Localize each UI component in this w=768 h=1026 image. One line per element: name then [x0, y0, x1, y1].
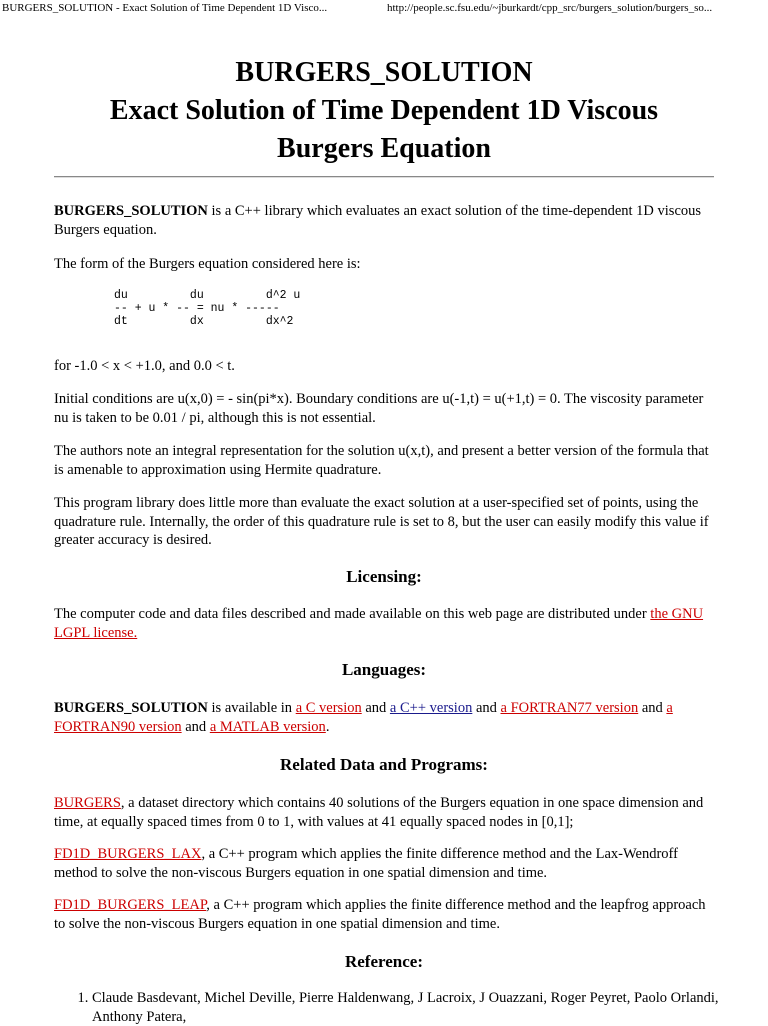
related-item-fd1d-burgers-leap	[54, 896, 714, 933]
reference-heading: Reference:	[344, 952, 424, 971]
fortran90-version-link[interactable]: a FORTRAN90 version	[54, 700, 673, 735]
page-title-line3: Burgers Equation	[277, 133, 491, 164]
cpp-version-link[interactable]: a C++ version	[389, 700, 473, 716]
languages-text-6: .	[325, 718, 330, 735]
languages-text-5: and	[181, 718, 210, 735]
print-header	[0, 0, 768, 16]
print-header-url: http://people.sc.fsu.edu/~jburkardt/cpp_src/burgers_solution/burgers_so...	[387, 2, 713, 14]
reference-list	[54, 989, 752, 1026]
c-version-link[interactable]: a C version	[295, 700, 362, 716]
intro-text: is a C++ library which evaluates an exact solution of the time-dependent 1D viscous Burgers equation.	[54, 203, 702, 238]
domain-paragraph: for -1.0 < x < +1.0, and 0.0 < t.	[54, 358, 235, 374]
related-heading: Related Data and Programs:	[280, 755, 488, 774]
lgpl-license-link[interactable]: the GNU LGPL license.	[54, 606, 704, 641]
languages-text-2: and	[361, 700, 390, 716]
related-item-burgers	[54, 794, 714, 831]
divider	[54, 176, 714, 178]
languages-paragraph	[54, 699, 714, 736]
reference-item: 1. Claude Basdevant, Michel Deville, Pierre Haldenwang, J Lacroix, J Ouazzani, Roger Peyret, Paolo Orlandi, Anthony Patera,	[92, 989, 752, 1026]
languages-text-3: and	[472, 700, 501, 716]
related-item-fd1d-burgers-lax	[54, 845, 714, 882]
form-paragraph: The form of the Burgers equation considered here is:	[54, 256, 361, 272]
related-item-text: , a dataset directory which contains 40 solutions of the Burgers equation in one space dimension and time, at equally spaced times from 0 to 1, with values at 41 equally spaced nodes in [0,1];	[54, 795, 704, 830]
burgers-equation: du du d^2 u -- + u * -- = nu * ----- dt dx dx^2	[114, 289, 301, 328]
licensing-text: The computer code and data files described and made available on this web page are distributed under	[54, 606, 651, 622]
page-title	[54, 54, 714, 168]
print-header-title: BURGERS_SOLUTION - Exact Solution of Time Dependent 1D Visco...	[2, 2, 328, 14]
initial-conditions-paragraph: Initial conditions are u(x,0) = - sin(pi*x). Boundary conditions are u(-1,t) = u(+1,t) = 0. The viscosity parameter nu is taken to be 0.01 / pi, although this is not essential.	[54, 391, 704, 426]
fd1d-burgers-leap-link[interactable]: FD1D_BURGERS_LEAP	[54, 897, 207, 913]
related-item-text: , a C++ program which applies the finite difference method and the leapfrog approach to solve the non-viscous Burgers equation in one spatial dimension and time.	[54, 897, 706, 932]
page-title-line1: BURGERS_SOLUTION	[235, 57, 533, 88]
program-paragraph: This program library does little more than evaluate the exact solution at a user-specified set of points, using the quadrature rule. Internally, the order of this quadrature rule is set to 8, but the user can easily modify this value if greater accuracy is desired.	[54, 495, 709, 548]
burgers-link[interactable]: BURGERS	[54, 795, 121, 811]
languages-heading: Languages:	[341, 660, 427, 679]
languages-name: BURGERS_SOLUTION	[54, 700, 208, 716]
licensing-paragraph	[54, 605, 714, 642]
fd1d-burgers-lax-link[interactable]: FD1D_BURGERS_LAX	[54, 846, 202, 862]
page-title-line2: Exact Solution of Time Dependent 1D Viscous	[109, 95, 659, 126]
matlab-version-link[interactable]: a MATLAB version	[209, 718, 326, 735]
languages-text-1: is available in	[207, 700, 296, 716]
intro-name: BURGERS_SOLUTION	[54, 203, 208, 219]
intro-paragraph	[54, 202, 714, 239]
fortran77-version-link[interactable]: a FORTRAN77 version	[500, 700, 639, 716]
authors-paragraph: The authors note an integral representation for the solution u(x,t), and present a better version of the formula that is amenable to approximation using Hermite quadrature.	[54, 443, 709, 478]
languages-text-4: and	[638, 700, 667, 716]
licensing-heading: Licensing:	[346, 567, 422, 586]
related-item-text: , a C++ program which applies the finite difference method and the Lax-Wendroff method to solve the non-viscous Burgers equation in one spatial dimension and time.	[54, 846, 678, 881]
